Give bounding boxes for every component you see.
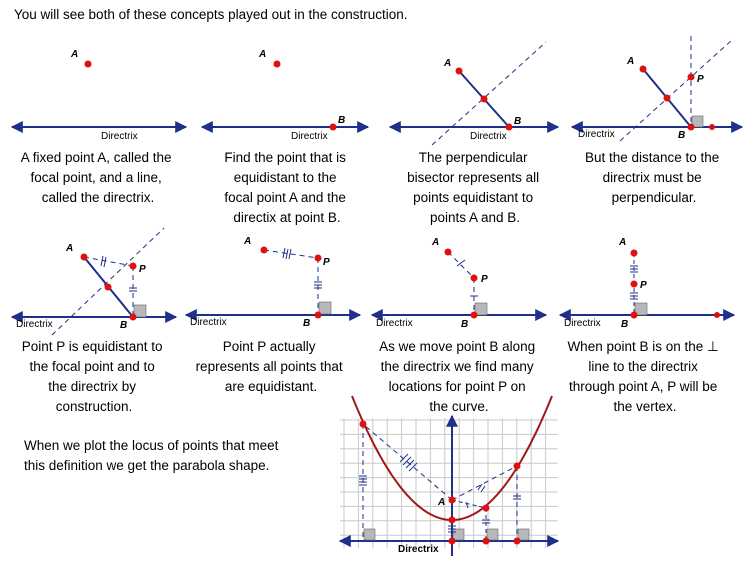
- point-b: [330, 124, 337, 131]
- focal-point-a: [445, 249, 452, 256]
- panel-7-caption: As we move point B along the directrix we find many locations for point P on the curve.: [379, 339, 536, 414]
- focal-point-a: [631, 250, 638, 257]
- label-b: B: [338, 115, 346, 126]
- label-a: A: [259, 49, 267, 60]
- midpoint: [105, 284, 112, 291]
- label-b: B: [120, 320, 128, 331]
- panel-8-caption: When point B is on the ⊥ line to the directrix through point A, P will be the vertex.: [567, 339, 719, 414]
- directrix-label: Directrix: [564, 318, 601, 329]
- panel-3: [390, 42, 558, 225]
- directrix-label: Directrix: [376, 318, 413, 329]
- focal-point-a: [449, 497, 456, 504]
- focal-point-a: [85, 61, 92, 68]
- vertex-point: [449, 517, 456, 524]
- focal-point-a: [81, 254, 88, 261]
- point-b: [688, 124, 695, 131]
- panel-5: [12, 228, 176, 414]
- panel-1-caption: A fixed point A, called the focal point, and a line, called the directrix.: [20, 150, 172, 205]
- label-a: A: [66, 243, 74, 254]
- left-segment-ap: [363, 424, 452, 500]
- point-b: [449, 538, 456, 545]
- point-b: [471, 312, 478, 319]
- directrix-label: Directrix: [291, 131, 328, 142]
- directrix-label: Directrix: [578, 129, 615, 140]
- curve-point-left: [360, 421, 367, 428]
- label-a: A: [627, 56, 635, 67]
- label-b: B: [514, 116, 522, 127]
- directrix-label: Directrix: [101, 131, 138, 142]
- point-b: [483, 538, 490, 545]
- parabola-figure: [340, 396, 558, 556]
- panel-4-caption: But the distance to the directrix must be perpendicular.: [584, 150, 720, 205]
- point-p: [315, 255, 322, 262]
- directrix-label: Directrix: [16, 319, 53, 330]
- point-p: [130, 263, 137, 270]
- panel-6-caption: Point P actually represents all points that are equidistant.: [195, 339, 343, 394]
- label-a: A: [438, 497, 446, 508]
- tick-marks: [283, 248, 322, 288]
- panel-2-caption: Find the point that is equidistant to the focal point A and the directix at point B.: [224, 150, 346, 225]
- directrix-label: Directrix: [398, 544, 439, 555]
- label-a: A: [71, 49, 79, 60]
- label-b: B: [303, 318, 311, 329]
- right-angle-mark: [364, 529, 375, 540]
- label-b: B: [461, 319, 469, 330]
- intro-text: You will see both of these concepts played out in the construction.: [14, 7, 408, 22]
- panel-2: [202, 49, 368, 225]
- right-angle-mark: [453, 529, 464, 540]
- curve-point-near: [483, 505, 490, 512]
- point-p-vertex: [631, 281, 638, 288]
- label-a: A: [619, 237, 627, 248]
- directrix-point: [714, 312, 720, 318]
- focal-point-a: [261, 247, 268, 254]
- midpoint: [664, 95, 671, 102]
- label-a: A: [244, 236, 252, 247]
- panel-4: [572, 36, 742, 205]
- label-p: P: [323, 257, 330, 268]
- panel-6: [186, 236, 360, 394]
- panel-1: [12, 49, 186, 205]
- point-b: [514, 538, 521, 545]
- label-p: P: [640, 280, 647, 291]
- label-p: P: [697, 74, 704, 85]
- focal-point-a: [274, 61, 281, 68]
- directrix-point: [709, 124, 715, 130]
- focal-point-a: [456, 68, 463, 75]
- point-b: [506, 124, 513, 131]
- midpoint: [481, 96, 488, 103]
- panel-5-caption: Point P is equidistant to the focal point and to the directrix by construction.: [21, 339, 163, 414]
- point-b: [631, 312, 638, 319]
- directrix-label: Directrix: [190, 317, 227, 328]
- panel-7: [372, 237, 546, 414]
- point-b: [130, 314, 137, 321]
- label-p: P: [481, 274, 488, 285]
- right-angle-mark: [319, 302, 331, 314]
- label-p: P: [139, 264, 146, 275]
- directrix-label: Directrix: [470, 131, 507, 142]
- conclusion-text: When we plot the locus of points that meet this definition we get the parabola shape.: [24, 438, 279, 473]
- label-b: B: [621, 319, 629, 330]
- panel-3-caption: The perpendicular bisector represents all points equidistant to points A and B.: [407, 150, 540, 225]
- label-a: A: [432, 237, 440, 248]
- right-angle-mark: [487, 529, 498, 540]
- focal-point-a: [640, 66, 647, 73]
- panel-8: [560, 237, 734, 414]
- label-b: B: [678, 130, 686, 141]
- perpendicular-bisector: [620, 40, 732, 141]
- point-b: [315, 312, 322, 319]
- segment-ap: [448, 252, 474, 278]
- curve-point-right: [514, 463, 521, 470]
- point-p: [471, 275, 478, 282]
- point-p: [688, 74, 695, 81]
- right-angle-mark: [518, 529, 529, 540]
- label-a: A: [444, 58, 452, 69]
